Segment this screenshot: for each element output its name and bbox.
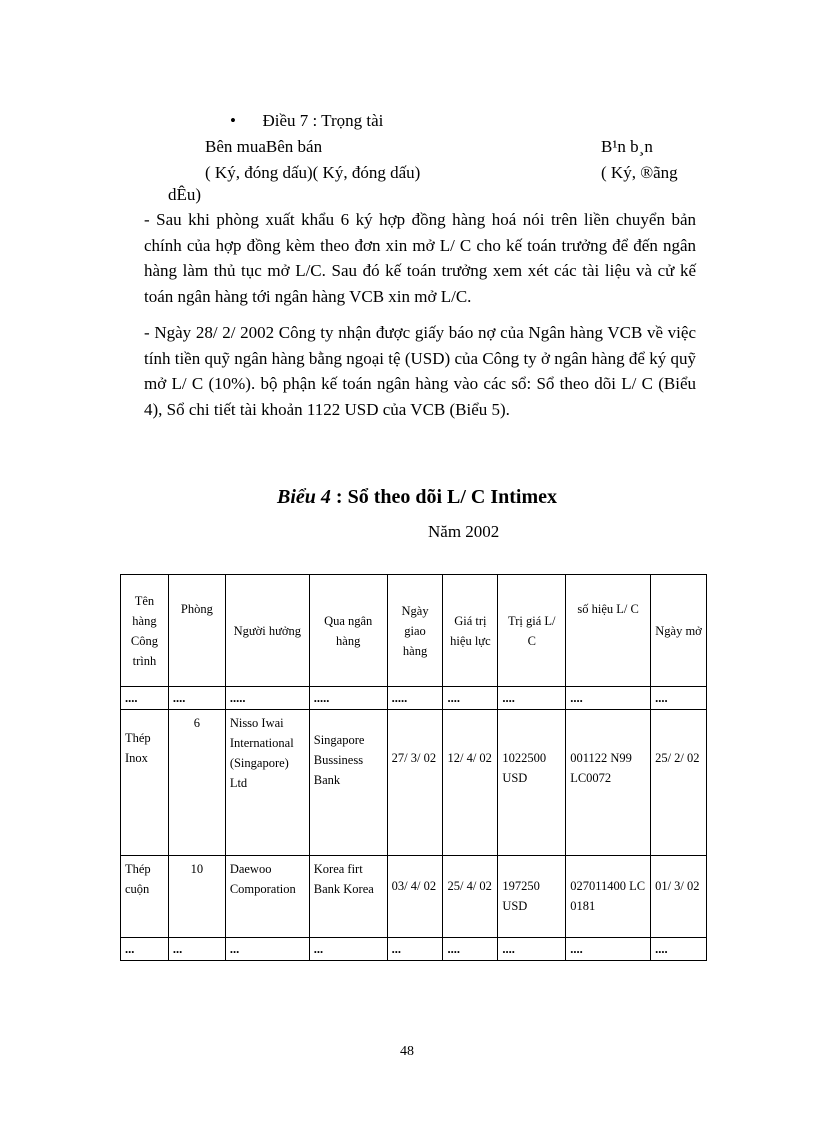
header-cell: Qua ngân hàng [309,575,387,687]
header-cell: Giá trị hiệu lực [443,575,498,687]
table-cell: Korea firt Bank Korea [309,856,387,938]
table-cell: 027011400 LC 0181 [566,856,651,938]
table-cell: .... [498,938,566,961]
table-cell: 001122 N99 LC0072 [566,710,651,856]
figure-year: Năm 2002 [428,522,500,541]
table-cell: ... [309,938,387,961]
table-cell: .... [121,687,169,710]
table-cell: 27/ 3/ 02 [387,710,443,856]
table-cell: Thép Inox [121,710,169,856]
table-cell: ... [387,938,443,961]
table-cell: 03/ 4/ 02 [387,856,443,938]
sign-left: ( Ký, đóng dấu)( Ký, đóng dấu) [205,163,421,182]
header-cell: Tên hàng Công trình [121,575,169,687]
table-cell: 25/ 4/ 02 [443,856,498,938]
table-cell: ... [225,938,309,961]
table-cell: .... [566,938,651,961]
paragraph-1: - Sau khi phòng xuất khẩu 6 ký hợp đồng hàng hoá nói trên liền chuyển bản chính của hợp đồng kèm theo đơn xin mở L/ C cho kế toán trưởng để đến ngân hàng làm thủ tục mở L/C. Sau đó kế toán trưởng xem xét các tài liệu và cử kế toán ngân hàng tới ngân hàng VCB xin mở L/C. [144,210,696,306]
figure-label: Biểu 4 [277,486,331,508]
table-cell: ... [121,938,169,961]
table-cell: Daewoo Comporation [225,856,309,938]
table-cell: .... [443,687,498,710]
table-row [121,856,707,938]
sign-wrap: dÊu) [168,185,202,204]
table-cell: ..... [225,687,309,710]
table-cell: 01/ 3/ 02 [651,856,707,938]
table-cell: .... [651,687,707,710]
table-cell: .... [168,687,225,710]
figure-title [277,486,557,509]
table-cell: 25/ 2/ 02 [651,710,707,856]
table-cell: .... [651,938,707,961]
table-cell: Thép cuộn [121,856,169,938]
bullet-line [230,110,383,131]
table-cell: Nisso Iwai International (Singapore) Ltd [225,710,309,856]
article-heading: Điều 7 : Trọng tài [262,111,384,130]
table-row [121,687,707,710]
table-row [121,710,707,856]
sign-right: ( Ký, ®ãng [601,163,678,182]
bullet-icon: • [230,111,236,130]
table-cell: 12/ 4/ 02 [443,710,498,856]
table-cell: 10 [168,856,225,938]
table-cell: ... [168,938,225,961]
table-cell: ..... [309,687,387,710]
header-cell: Ngày giao hàng [387,575,443,687]
page-number: 48 [400,1044,414,1059]
figure-title-rest: : Sổ theo dõi L/ C Intimex [330,486,558,508]
table-cell: Singapore Bussiness Bank [309,710,387,856]
header-cell: Trị giá L/ C [498,575,566,687]
header-cell: Ngày mở [651,575,707,687]
table-row [121,938,707,961]
table-cell: 6 [168,710,225,856]
buyer-seller-label: Bên muaBên bán [205,137,323,156]
header-cell: Phòng [168,575,225,687]
table-cell: ..... [387,687,443,710]
header-cell: số hiệu L/ C [566,575,651,687]
lc-table [120,574,707,961]
table-cell: .... [498,687,566,710]
table-cell: 1022500 USD [498,710,566,856]
right-party-label: B¹n b¸n [601,137,653,156]
paragraph-2: - Ngày 28/ 2/ 2002 Công ty nhận được giấy báo nợ của Ngân hàng VCB về việc tính tiền quỹ ngân hàng bằng ngoại tệ (USD) của Công ty ở ngân hàng để ký quỹ mở L/ C (10%). bộ phận kế toán ngân hàng vào các sổ: Sổ theo dõi L/ C (Biểu 4), Sổ chi tiết tài khoản 1122 USD của VCB (Biểu 5). [144,323,696,419]
header-cell: Người hưởng [225,575,309,687]
table-cell: .... [443,938,498,961]
table-cell: 197250 USD [498,856,566,938]
table-cell: .... [566,687,651,710]
header-row [121,575,707,687]
